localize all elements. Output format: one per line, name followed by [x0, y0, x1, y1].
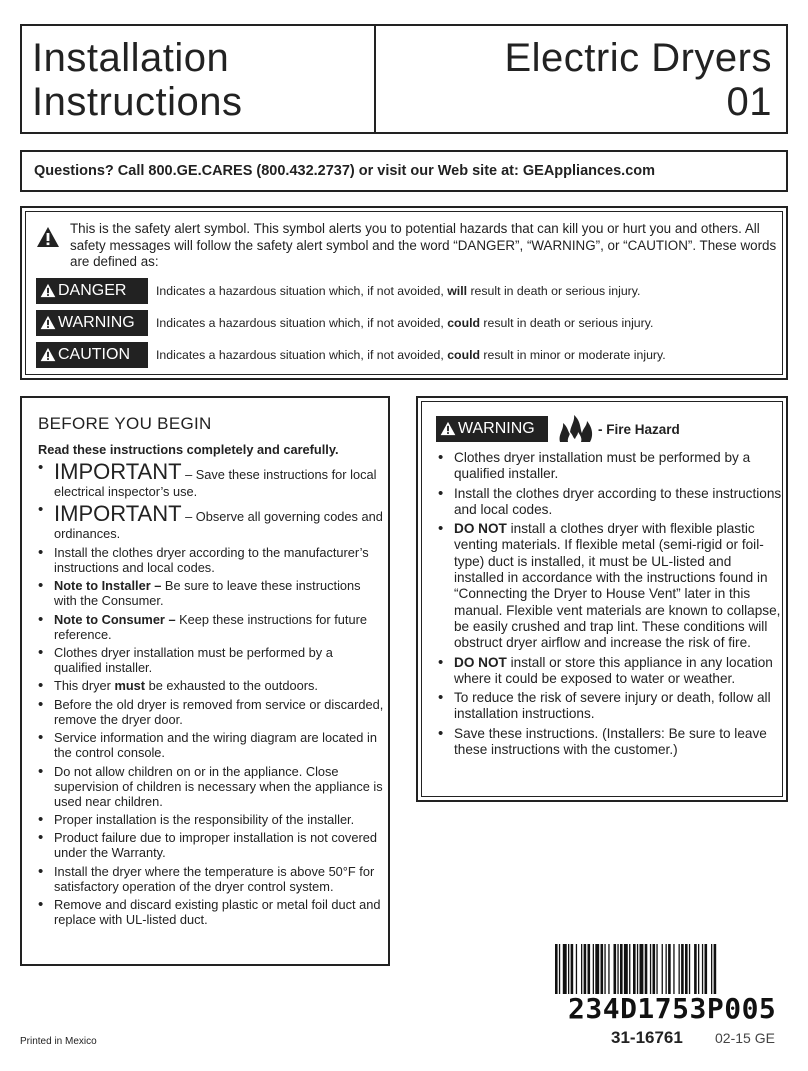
list-item: • Product failure due to improper installation is not covered under the Warranty. — [38, 830, 384, 860]
list-item: • Proper installation is the responsibility of the installer. — [38, 812, 384, 827]
barcode-bar — [595, 944, 599, 994]
date-code: 02-15 GE — [715, 1030, 775, 1046]
barcode — [555, 944, 783, 994]
barcode-bar — [650, 944, 651, 994]
list-item: • Do not allow children on or in the appliance. Close supervision of children is necessary when the appliance is used near children. — [38, 764, 384, 809]
barcode-bar — [705, 944, 708, 994]
barcode-bar — [645, 944, 648, 994]
safety-alert-icon — [36, 226, 60, 248]
barcode-bar — [673, 944, 674, 994]
list-item: • Before the old dryer is removed from service or discarded, remove the dryer door. — [38, 697, 384, 727]
product-line-2: 01 — [726, 80, 772, 124]
warning-badge — [436, 416, 548, 442]
list-item: • Clothes dryer installation must be performed by a qualified installer. — [38, 645, 384, 675]
barcode-bar — [584, 944, 587, 994]
barcode-bar — [689, 944, 690, 994]
barcode-bar — [593, 944, 594, 994]
safety-intro: This is the safety alert symbol. This symbol alerts you to potential hazards that can kill you or hurt you and others. All safety messages will follow the safety alert symbol and the word “DANGER”, “WARNING”, or “CAUTION”. These words are defined as: — [70, 221, 777, 269]
list-item: • DO NOT install or store this appliance in any location where it could be exposed to water or weather. — [436, 655, 782, 688]
alert-triangle-icon — [440, 421, 456, 436]
product-line-1: Electric Dryers — [504, 36, 772, 80]
list-item: • Remove and discard existing plastic or metal foil duct and replace with UL-listed duct. — [38, 897, 384, 927]
list-item: • Install the clothes dryer according to these instructions and local codes. — [436, 486, 782, 519]
safety-box — [20, 206, 788, 380]
barcode-bar — [679, 944, 680, 994]
list-item: • Service information and the wiring diagram are located in the control console. — [38, 730, 384, 760]
product-title — [504, 36, 772, 124]
document-number: 31-16761 — [611, 1028, 683, 1047]
barcode-bar — [614, 944, 617, 994]
barcode-bar — [620, 944, 623, 994]
danger-badge — [36, 278, 148, 304]
list-item: • Install the clothes dryer according to the manufacturer’s instructions and local codes. — [38, 545, 384, 575]
barcode-bar — [563, 944, 567, 994]
barcode-bar — [681, 944, 684, 994]
before-list — [38, 460, 384, 930]
before-title: BEFORE YOU BEGIN — [38, 414, 212, 433]
list-item: • Note to Installer – Be sure to leave these instructions with the Consumer. — [38, 578, 384, 608]
barcode-bar — [624, 944, 628, 994]
barcode-bar — [601, 944, 604, 994]
warning-badge — [36, 310, 148, 336]
warning-definition: Indicates a hazardous situation which, if not avoided, could result in death or serious injury. — [156, 316, 654, 330]
title-box — [20, 24, 376, 134]
alert-triangle-icon — [40, 283, 56, 298]
list-item: • This dryer must be exhausted to the outdoors. — [38, 678, 384, 693]
title-line-2: Instructions — [32, 80, 243, 124]
caution-definition: Indicates a hazardous situation which, if not avoided, could result in minor or moderate injury. — [156, 348, 666, 362]
barcode-bar — [653, 944, 656, 994]
list-item: • Install the dryer where the temperature is above 50°F for satisfactory operation of the dryer control system. — [38, 864, 384, 894]
signal-warning — [36, 310, 776, 336]
barcode-bar — [604, 944, 605, 994]
list-item: • Clothes dryer installation must be performed by a qualified installer. — [436, 450, 782, 483]
warning-label: WARNING — [58, 314, 135, 331]
before-subtitle: Read these instructions completely and carefully. — [38, 442, 339, 457]
caution-badge — [36, 342, 148, 368]
barcode-bar — [666, 944, 667, 994]
barcode-bar — [714, 944, 717, 994]
list-item: • IMPORTANT – Observe all governing codes and ordinances. — [38, 502, 384, 541]
barcode-bar — [702, 944, 703, 994]
fire-hazard-label: - Fire Hazard — [598, 422, 680, 437]
signal-danger — [36, 278, 776, 304]
list-item: • To reduce the risk of severe injury or death, follow all installation instructions. — [436, 690, 782, 723]
barcode-bar — [698, 944, 699, 994]
before-you-begin-box — [20, 396, 390, 966]
barcode-bar — [571, 944, 574, 994]
danger-definition: Indicates a hazardous situation which, if not avoided, will result in death or serious injury. — [156, 284, 641, 298]
product-box — [374, 24, 788, 134]
barcode-bar — [668, 944, 671, 994]
barcode-bar — [559, 944, 560, 994]
barcode-bar — [555, 944, 558, 994]
barcode-bar — [640, 944, 644, 994]
signal-caution — [36, 342, 776, 368]
contact-box — [20, 150, 788, 192]
barcode-bar — [588, 944, 591, 994]
printed-in: Printed in Mexico — [20, 1036, 97, 1047]
barcode-bar — [685, 944, 688, 994]
barcode-bar — [662, 944, 663, 994]
barcode-bar — [633, 944, 636, 994]
caution-label: CAUTION — [58, 346, 130, 363]
list-item: • DO NOT install a clothes dryer with flexible plastic venting materials. If flexible metal (semi-rigid or foil-type) duct is installed, it must be UL-listed and installed in accordance with the instructions found in “Connecting the Dryer to House Vent” later in this manual. Flexible vent materials are known to collapse, be easily crushed and trap lint. These conditions will obstruct dryer airflow and increase the risk of fire. — [436, 521, 782, 651]
warning-list — [436, 450, 782, 761]
title-line-1: Installation — [32, 36, 230, 80]
barcode-bar — [581, 944, 582, 994]
barcode-bar — [576, 944, 577, 994]
barcode-bar — [608, 944, 609, 994]
fire-hazard-warning-box — [416, 396, 788, 802]
barcode-bar — [656, 944, 657, 994]
barcode-bar — [568, 944, 569, 994]
danger-label: DANGER — [58, 282, 127, 299]
list-item: • IMPORTANT – Save these instructions for local electrical inspector’s use. — [38, 460, 384, 499]
barcode-bar — [694, 944, 697, 994]
barcode-bar — [711, 944, 712, 994]
page-title — [32, 36, 243, 124]
list-item: • Note to Consumer – Keep these instructions for future reference. — [38, 612, 384, 642]
warning-label: WARNING — [458, 420, 535, 437]
contact-text: Questions? Call 800.GE.CARES (800.432.2737) or visit our Web site at: GEAppliances.com — [34, 163, 656, 179]
alert-triangle-icon — [40, 315, 56, 330]
alert-triangle-icon — [40, 347, 56, 362]
barcode-bar — [617, 944, 618, 994]
fire-icon — [556, 414, 596, 444]
part-number: 234D1753P005 — [568, 992, 777, 1025]
list-item: • Save these instructions. (Installers: Be sure to leave these instructions with the customer.) — [436, 726, 782, 759]
barcode-bar — [637, 944, 638, 994]
barcode-bar — [629, 944, 630, 994]
